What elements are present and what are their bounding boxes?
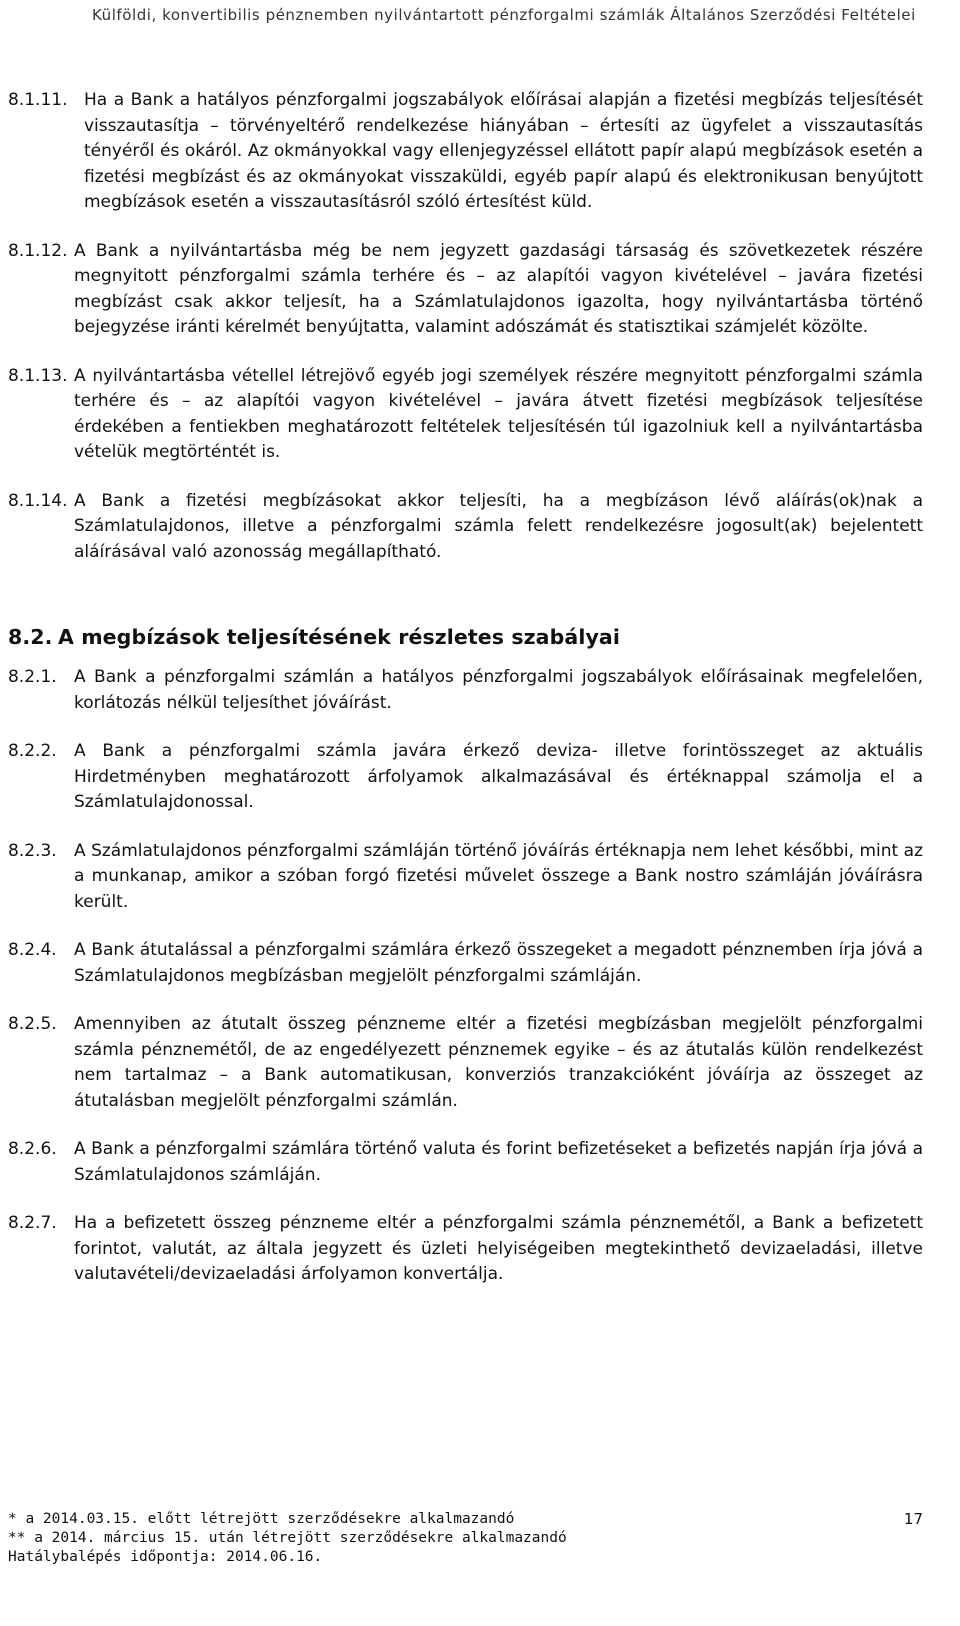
paragraph-number: 8.1.14.: [8, 490, 68, 511]
paragraph-number: 8.1.13.: [8, 365, 68, 386]
paragraph-8-2-3: [8, 839, 923, 916]
paragraph-number: 8.2.6.: [8, 1139, 57, 1159]
paragraph-8-2-4: [8, 938, 923, 989]
paragraph-8-2-7: [8, 1211, 923, 1288]
paragraph-number: 8.1.12.: [8, 240, 68, 261]
section-title: A megbízások teljesítésének részletes szabályai: [58, 625, 620, 649]
paragraph-text: A Bank a pénzforgalmi számla javára érkező deviza- illetve forintösszeget az aktuális Hirdetményben meghatározott árfolyamok alkalmazásával és értéknappal számolja el a Számlatulajdonossal.: [74, 741, 923, 812]
footnote-1: * a 2014.03.15. előtt létrejött szerződésekre alkalmazandó: [8, 1511, 515, 1527]
paragraph-8-1-12: [8, 239, 923, 341]
paragraph-text: A Számlatulajdonos pénzforgalmi számláján történő jóváírás értéknapja nem lehet későbbi, mint az a munkanap, amikor a szóban forgó fizetési művelet összege a Bank nostro számláján jóváírásra került.: [74, 840, 923, 912]
effective-date: Hatálybalépés időpontja: 2014.06.16.: [8, 1549, 323, 1565]
paragraph-8-2-1: [8, 665, 923, 716]
paragraph-8-2-5: [8, 1012, 923, 1114]
paragraph-text: A Bank a pénzforgalmi számlán a hatályos pénzforgalmi jogszabályok előírásainak megfelelően, korlátozás nélkül teljesíthet jóváírást.: [74, 667, 923, 713]
footnote-2: ** a 2014. március 15. után létrejött szerződésekre alkalmazandó: [8, 1530, 567, 1546]
document-body: [8, 88, 923, 1311]
paragraph-number: 8.2.5.: [8, 1014, 57, 1034]
paragraph-text: A Bank átutalással a pénzforgalmi számlára érkező összegeket a megadott pénznemben írja jóvá a Számlatulajdonos megbízásban megjelölt pénzforgalmi számláján.: [74, 940, 923, 986]
section-heading: [8, 625, 923, 649]
page-number: 17: [903, 1510, 923, 1528]
paragraph-text: Amennyiben az átutalt összeg pénzneme eltér a fizetési megbízásban megjelölt pénzforgalmi számla pénznemétől, de az engedélyezett pénznemek egyike – és az átutalás külön rendelkezést nem tartalmaz – a Bank automatikusan, konverziós tranzakcióként jóváírja az összeget az átutalásban megjelölt pénzforgalmi számlán.: [74, 1014, 923, 1111]
paragraph-number: 8.2.3.: [8, 840, 57, 861]
paragraph-number: 8.1.11.: [8, 90, 68, 110]
paragraph-8-1-14: [8, 489, 923, 566]
paragraph-8-1-13: [8, 364, 923, 466]
paragraph-text: A Bank a pénzforgalmi számlára történő valuta és forint befizetéseket a befizetés napján írja jóvá a Számlatulajdonos számláján.: [74, 1139, 923, 1185]
paragraph-text: Ha a befizetett összeg pénzneme eltér a pénzforgalmi számla pénznemétől, a Bank a befizetett forintot, valutát, az általa jegyzett és üzleti helyiségeiben megtekinthető devizaeladási, illetve valutavételi/devizaeladási árfolyamon konvertálja.: [74, 1213, 923, 1284]
paragraph-text: A Bank a fizetési megbízásokat akkor teljesíti, ha a megbízáson lévő aláírás(ok)nak a Számlatulajdonos, illetve a pénzforgalmi számla felett rendelkezésre jogosult(ak) bejelentett aláírásával való azonosság megállapítható.: [74, 490, 923, 562]
paragraph-number: 8.2.1.: [8, 667, 57, 687]
paragraph-number: 8.2.2.: [8, 741, 57, 761]
paragraph-text: Ha a Bank a hatályos pénzforgalmi jogszabályok előírásai alapján a fizetési megbízás teljesítését visszautasítja – törvényeltérő rendelkezése hiányában – értesíti az ügyfelet a visszautasítás tényéről és okáról. Az okmányokkal vagy ellenjegyzéssel ellátott papír alapú megbízások esetén a fizetési megbízást és az okmányokat visszaküldi, egyéb papír alapú és elektronikusan benyújtott megbízások esetén a visszautasításról szóló értesítést küld.: [84, 90, 923, 212]
paragraph-8-2-6: [8, 1137, 923, 1188]
page-header: Külföldi, konvertibilis pénznemben nyilvántartott pénzforgalmi számlák Általános Szerződési Feltételei: [92, 6, 916, 24]
paragraph-text: A Bank a nyilvántartásba még be nem jegyzett gazdasági társaság és szövetkezetek részére megnyitott pénzforgalmi számla terhére és – az alapítói vagyon kivételével – javára fizetési megbízást csak akkor teljesít, ha a Számlatulajdonos igazolta, hogy nyilvántartásba történő bejegyzése iránti kérelmét benyújtatta, valamint adószámát és statisztikai számjelét közölte.: [74, 240, 923, 337]
page-footer: [8, 1510, 923, 1567]
paragraph-number: 8.2.7.: [8, 1213, 57, 1233]
paragraph-8-2-2: [8, 739, 923, 816]
paragraph-8-1-11: [8, 88, 923, 216]
paragraph-number: 8.2.4.: [8, 940, 57, 960]
paragraph-text: A nyilvántartásba vétellel létrejövő egyéb jogi személyek részére megnyitott pénzforgalmi számla terhére és – az alapítói vagyon kivételével – javára átvett fizetési megbízások teljesítése érdekében a fentiekben meghatározott feltételek teljesítésén túl igazolniuk kell a nyilvántartásba vételük megtörténtét is.: [74, 365, 923, 462]
section-number: 8.2.: [8, 625, 53, 649]
